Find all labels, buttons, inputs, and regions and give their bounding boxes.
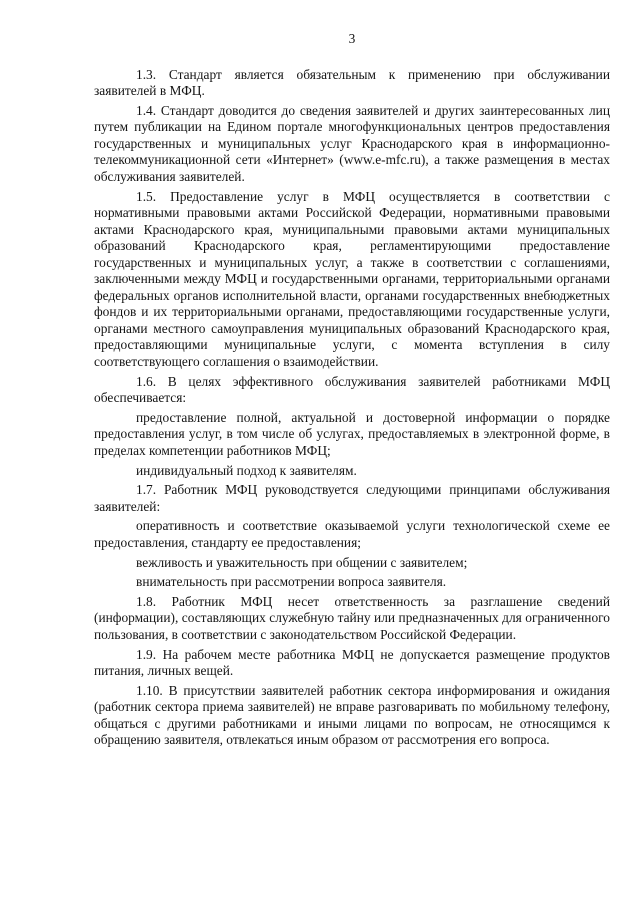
paragraph-1-7-item-3: внимательность при рассмотрении вопроса заявителя. [136,574,447,590]
paragraph-1-5: 1.5. Предоставление услуг в МФЦ осуществляется в соответствии с нормативными правовыми актами Российской Федерации, нормативными правовыми актами Краснодарского края, муниципальными правовыми актами муниципальных образований Краснодарского края, регламентирующими предоставление государственных и муниципальных услуг, а также в соответствии с соглашениями, заключенными между МФЦ и государственными органами, территориальными органами федеральных органов исполнительной власти, органами государственных внебюджетных фондов и их территориальными органами, предоставляющими государственные услуги, органами местного самоуправления муниципальных образований Краснодарского края, предоставляющими муниципальные услуги, с момента вступления в силу соответствующего соглашения о взаимодействии. [94,188,610,370]
paragraph-1-6-item-2: индивидуальный подход к заявителям. [136,462,357,478]
paragraph-1-8: 1.8. Работник МФЦ несет ответственность за разглашение сведений (информации), составляющих служебную тайну или предназначенных для ограниченного пользования, в соответствии с законодательством Российской Федерации. [94,593,610,642]
document-body [94,67,610,749]
paragraph-1-10: 1.10. В присутствии заявителей работник сектора информирования и ожидания (работник сектора приема заявителей) не вправе разговаривать по мобильному телефону, общаться с другими работниками и иными лицами по вопросам, не относящимся к обращению заявителя, отвлекаться иным образом от рассмотрения его вопроса. [94,682,610,748]
paragraph-1-7-item-1: оперативность и соответствие оказываемой услуги технологической схеме ее предоставления, стандарту ее предоставления; [94,518,610,550]
page-number: 3 [348,31,356,46]
paragraph-1-7: 1.7. Работник МФЦ руководствуется следующими принципами обслуживания заявителей: [94,482,610,514]
paragraph-1-6-item-1: предоставление полной, актуальной и достоверной информации о порядке предоставления услуг, в том числе об услугах, предоставляемых в электронной форме, в пределах компетенции работников МФЦ; [94,409,610,458]
paragraph-1-4: 1.4. Стандарт доводится до сведения заявителей и других заинтересованных лиц путем публикации на Едином портале многофункциональных центров предоставления государственных и муниципальных услуг Краснодарского края в информационно-телекоммуникационной сети «Интернет» (www.e-mfc.ru), а также размещения в местах обслуживания заявителей. [94,102,610,184]
paragraph-1-7-item-2: вежливость и уважительность при общении с заявителем; [136,554,468,570]
paragraph-1-9: 1.9. На рабочем месте работника МФЦ не допускается размещение продуктов питания, личных вещей. [94,646,610,679]
paragraph-1-3: 1.3. Стандарт является обязательным к применению при обслуживании заявителей в МФЦ. [94,66,610,99]
paragraph-1-6: 1.6. В целях эффективного обслуживания заявителей работниками МФЦ обеспечивается: [94,373,610,406]
